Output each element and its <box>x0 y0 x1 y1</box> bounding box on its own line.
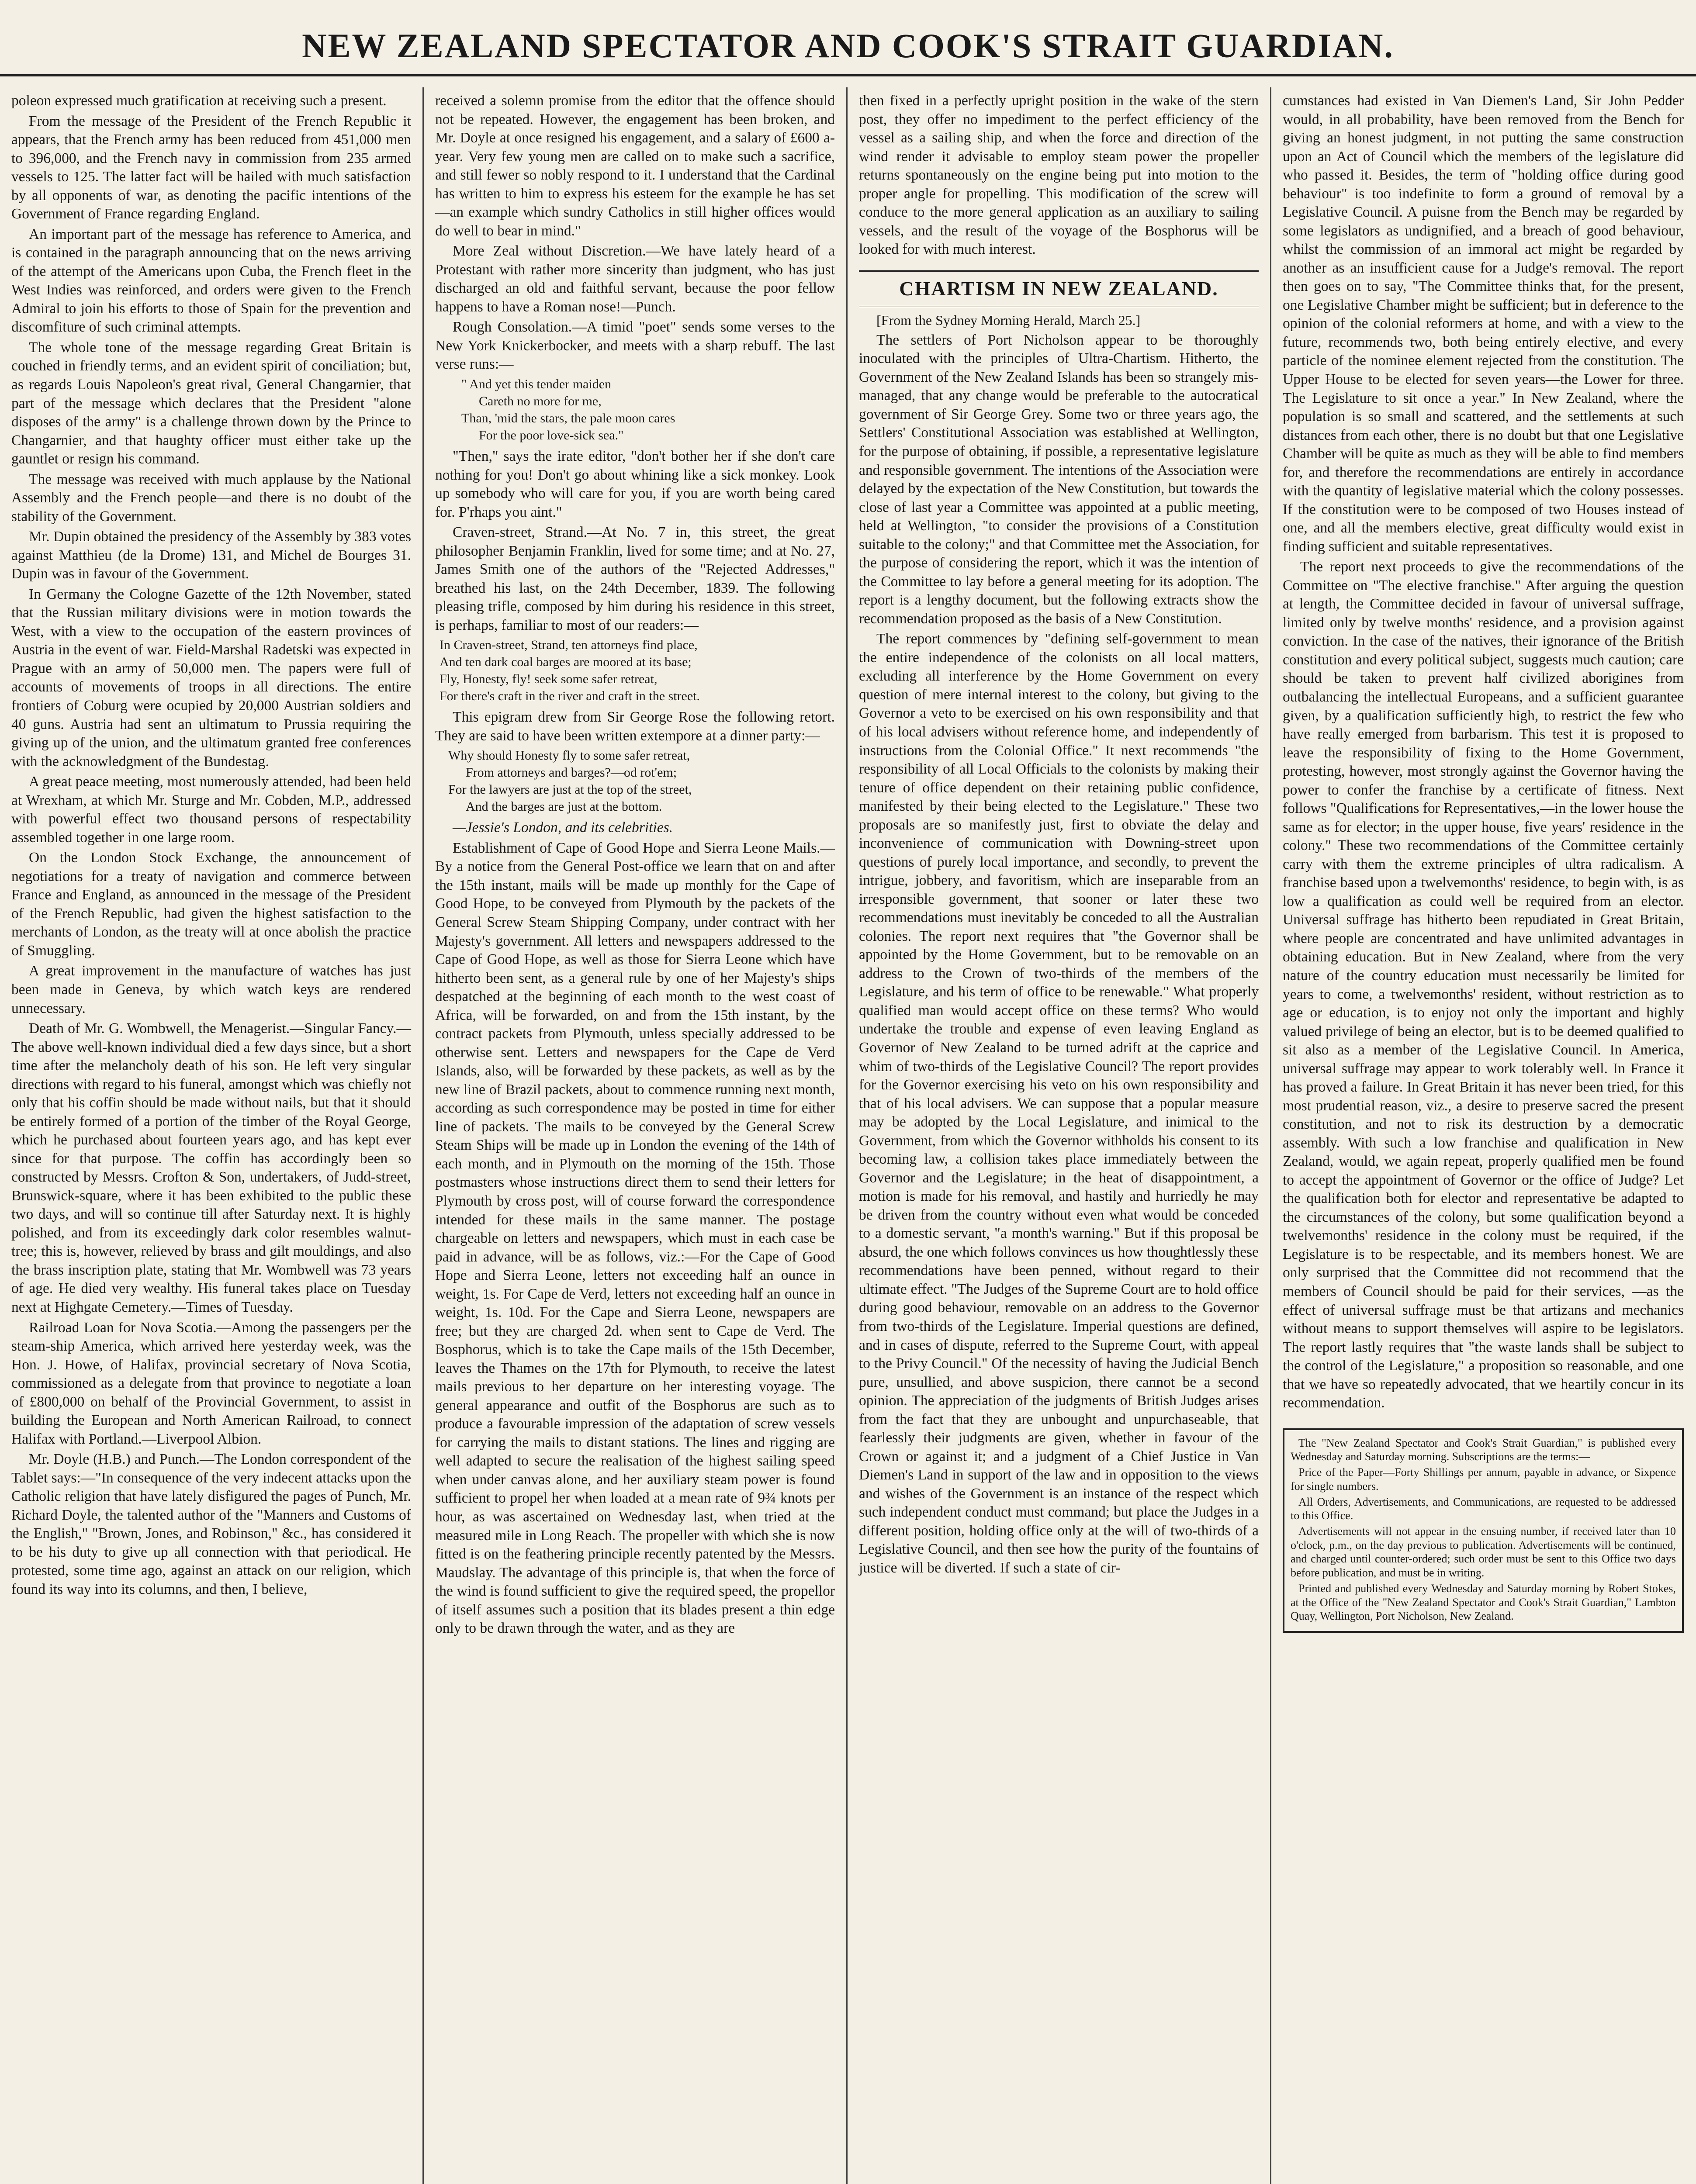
paragraph: then fixed in a perfectly upright position in the wake of the stern post, they offer no impediment to the perfect efficiency of the vessel as a sailing ship, and when the force and direction of the wind render it advisable to employ steam power the propeller returns spontaneously on the engine being put into motion to the proper angle for propelling. This modification of the screw will conduce to the more general application as an auxiliary to sailing vessels, and the result of the voyage of the Bosphorus will be looked for with much interest. <box>859 93 1259 258</box>
verse-line: Than, 'mid the stars, the pale moon cares <box>461 411 675 425</box>
paragraph: cumstances had existed in Van Diemen's Land, Sir John Pedder would, in all probability, have been removed from the Bench for giving an honest judgment, in not putting the same construction upon an Act of Council which the members of the legislature did who passed it. Besides, the term of "holding office during good behaviour" is too indefinite to form a ground of removal by a Legislative Council. A puisne from the Bench may be regarded by some legislators as undignified, and a breach of good behaviour, whilst the commission of an immoral act might be regarded by another as an insufficient cause for a Judge's removal. The report then goes on to say, "The Committee thinks that, for the present, one Legislative Chamber might be sufficient; but in deference to the opinion of the colonial reformers at home, and with a view to the future, recommends two, both being entirely elective, and every particle of the nominee element rejected from the constitution. The Upper House to be elected for seven years—the Lower for three. The Legislature to sit once a year." In New Zealand, where the population is so small and scattered, and the settlements at such distances from each other, there is no doubt but that one Legislative Chamber will be quite as much as they will be able to find members for, and therefore the recommendations are entirely in accordance with the quantity of legislative material which the colony possesses. If the constitution were to be composed of two Houses instead of one, and all the members elective, great difficulty would exist in finding sufficient and suitable representatives. <box>1283 93 1684 555</box>
paragraph: The message was received with much applause by the National Assembly and the French people—and there is no doubt of the stability of the Government. <box>11 471 411 525</box>
paragraph: From the message of the President of the French Republic it appears, that the French army has been reduced from 451,000 men to 396,000, and the French navy in commission from 235 armed vessels to 125. The latter fact will be hailed with much satisfaction by all opponents of war, as denoting the pacific intentions of the Government of France regarding England. <box>11 113 411 222</box>
masthead-rule <box>0 74 1696 76</box>
verse-line: Why should Honesty fly to some safer retreat, <box>448 748 690 763</box>
paragraph: "Then," says the irate editor, "don't bother her if she don't care nothing for you! Don't go about whining like a sick monkey. Look up somebody who will care for you, if you are worth being cared for. P'rhaps you aint." <box>435 448 835 520</box>
paragraph: More Zeal without Discretion.—We have lately heard of a Protestant with rather more sincerity than judgment, who has just discharged an old and faithful servant, because the poor fellow happens to have a Roman nose!—Punch. <box>435 243 835 315</box>
verse-line: For the poor love-sick sea." <box>479 428 624 442</box>
paragraph: This epigram drew from Sir George Rose the following retort. They are said to have been written extempore at a dinner party:— <box>435 709 835 744</box>
notice-line: Printed and published every Wednesday and Saturday morning by Robert Stokes, at the Office of the "New Zealand Spectator and Cook's Strait Guardian," Lambton Quay, Wellington, Port Nicholson, New Zealand. <box>1291 1582 1676 1623</box>
paragraph: poleon expressed much gratification at receiving such a present. <box>11 93 387 109</box>
section-heading: CHARTISM IN NEW ZEALAND. <box>859 270 1259 307</box>
paragraph: In Germany the Cologne Gazette of the 12th November, stated that the Russian military divisions were in motion towards the West, with a view to the occupation of the eastern provinces of Austria in the event of war. Field-Marshal Radetski was expected in Prague with an army of 50,000 men. The papers were full of accounts of movements of troops in all directions. The entire frontiers of Coburg were ocupied by 20,000 Austrian soldiers and 40 guns. Austria had sent an ultimatum to Prussia requiring the giving up of the union, and the ultimatum granted free conferences with the acknowledgment of the Bundestag. <box>11 586 411 770</box>
paragraph: Mr. Dupin obtained the presidency of the Assembly by 383 votes against Matthieu (de la Drome) 131, and Michel de Bourges 31. Dupin was in favour of the Government. <box>11 529 411 582</box>
paragraph: received a solemn promise from the editor that the offence should not be repeated. However, the engagement has been broken, and Mr. Doyle at once resigned his engagement, and a salary of £600 a-year. Very few young men are called on to make such a sacrifice, and still fewer so nobly respond to it. I understand that the Cardinal has written to him to express his esteem for the example he has set—an example which sundry Catholics in still higher offices would do well to bear in mind." <box>435 93 835 239</box>
paragraph: Death of Mr. G. Wombwell, the Menagerist.—Singular Fancy.—The above well-known individual died a few days since, but a short time after the melancholy death of his son. He left very singular directions with regard to his funeral, amongst which was chiefly not only that his coffin should be made without nails, but that it should be entirely formed of a portion of the timber of the Royal George, which he purchased about fourteen years ago, and has kept ever since for that purpose. The coffin has accordingly been so constructed by Messrs. Crofton & Son, undertakers, of Judd-street, Brunswick-square, where it has been exhibited to the public these two days, and will so continue till after Saturday next. It is highly polished, and from its exceedingly dark color resembles walnut-tree; this is, however, relieved by brass and gilt mouldings, and also the brass inscription plate, stating that Mr. Wombwell was 73 years of age. He died very wealthy. His funeral takes place on Tuesday next at Highgate Cemetery.—Times of Tuesday. <box>11 1020 411 1315</box>
verse-line: And ten dark coal barges are moored at its base; <box>440 655 692 670</box>
notice-line: Advertisements will not appear in the ensuing number, if received later than 10 o'clock, p.m., on the day previous to publication. Advertisements will be continued, and charged until counter-ordered; such order must be sent to this Office two days before publication, and must be in writing. <box>1291 1525 1676 1579</box>
column-3 <box>848 87 1271 2184</box>
verse-line: In Craven-street, Strand, ten attorneys find place, <box>440 638 698 653</box>
paragraph: The report next proceeds to give the recommendations of the Committee on "The elective franchise." After arguing the question at length, the Committee decided in favour of universal suffrage, limited only by twelve months' residence, and a provision against conviction. In the case of the natives, their ignorance of the British constitution and every political subject, suggests much caution; care should be taken to prevent half civilized aborigines from outbalancing the intellectual Europeans, and a sufficient guarantee given, by a qualification sufficiently high, to restrict the few who have really emerged from barbarism. This test it is proposed to leave the responsibility of fixing to the Home Government, protesting, however, most strongly against the Governor having the power to confer the franchise by a certificate of fitness. Next follows "Qualifications for Representatives,—in the lower house the same as for elector; in the upper house, five years' residence in the colony." These two recommendations of the Committee certainly carry with them the extreme principles of ultra radicalism. A franchise based upon a twelvemonths' residence, to begin with, is as low a qualification as could well be required from an elector. Universal suffrage has hitherto been repudiated in Great Britain, where people are concentrated and have unlimited advantages in obtaining education. But in New Zealand, where from the very nature of the country education must necessarily be limited for years to come, a twelvemonths' resident, without restriction as to age or education, is to enjoy not only the important and highly valued privilege of being an elector, but is to be deemed qualified to sit also as a member of the Legislative Council. In America, universal suffrage may appear to work tolerably well. In France it has proved a failure. In Great Britain it has never been tried, for this most prudential reason, viz., a desire to preserve sacred the present constitution, and not to risk its destruction by a democratic assembly. With such a low franchise and qualification in New Zealand, would, we again repeat, properly qualified men be found to accept the appointment of Governor or the office of Judge? Let the qualification both for elector and representative be adapted to the circumstances of the colony, but some qualification beyond a twelvemonths' residence in the colony must be required, if the Legislature is to be respectable, and its members honest. We are only surprised that the Committee did not recommend that the members of Council should be paid for their services, —as the effect of universal suffrage must be that artizans and mechanics without means to support themselves will aspire to be legislators. The report lastly requires that "the waste lands shall be subject to the control of the Legislature," a proposition so reasonable, and one that we have so repeatedly advocated, that we heartily concur in its recommendation. <box>1283 559 1684 1411</box>
paragraph: An important part of the message has reference to America, and is contained in the paragraph announcing that on the news arriving of the attempt of the Americans upon Cuba, the French fleet in the West Indies was reinforced, and orders were given to the French Admiral to join his efforts to those of Spain for the prevention and discomfiture of such criminal attempts. <box>11 226 411 335</box>
paragraph: A great peace meeting, most numerously attended, had been held at Wrexham, at which Mr. Sturge and Mr. Cobden, M.P., addressed with powerful effect two thousand persons of respectability assembled together in one large room. <box>11 774 411 846</box>
paragraph: Rough Consolation.—A timid "poet" sends some verses to the New York Knickerbocker, and meets with a sharp rebuff. The last verse runs:— <box>435 319 835 373</box>
paragraph: On the London Stock Exchange, the announcement of negotiations for a treaty of navigation and commerce between France and England, as announced in the message of the President of the French Republic, had given the highest satisfaction to the merchants of London, as the treaty will at once abolish the practice of Smuggling. <box>11 850 411 959</box>
section-source: [From the Sydney Morning Herald, March 25.] <box>876 312 1141 328</box>
verse-line: For the lawyers are just at the top of the street, <box>448 782 692 797</box>
paragraph: Craven-street, Strand.—At No. 7 in, this street, the great philosopher Benjamin Franklin, lived for some time; and at No. 27, James Smith one of the authors of the "Rejected Addresses," breathed his last, on the 24th December, 1839. The following pleasing trifle, composed by him during his residence in this street, is perhaps, familiar to most of our readers:— <box>435 524 835 633</box>
publication-notice <box>1283 1428 1684 1633</box>
masthead-title: NEW ZEALAND SPECTATOR AND COOK'S STRAIT GUARDIAN. <box>302 27 1394 65</box>
column-1 <box>0 87 424 2184</box>
paragraph: Railroad Loan for Nova Scotia.—Among the passengers per the steam-ship America, which arrived here yesterday week, was the Hon. J. Howe, of Halifax, provincial secretary of Nova Scotia, commissioned as a delegate from that province to negotiate a loan of £800,000 on behalf of the Provincial Government, to assist in building the European and North American Railroad, to connect Halifax with Portland.—Liverpool Albion. <box>11 1319 411 1447</box>
verse-line: Careth no more for me, <box>479 394 602 408</box>
paragraph: The report commences by "defining self-government to mean the entire independence of the colonists on all local matters, excluding all interference by the Home Government on every question of mere internal interest to the colony, but giving to the Governor a veto to be exercised on his own responsibility and that of his local advisers without reference home, and independently of instructions from the Colonial Office." It next recommends "the responsibility of all Local Officials to the colonists by making their tenure of office dependent on their retaining public confidence, manifested by their being elected to the Legislature." These two proposals are so manifestly just, first to obviate the delay and inconvenience of communication with Downing-street upon questions of purely local importance, and secondly, to prevent the intrigue, jobbery, and favoritism, which are inseparable from an irresponsible government, that sooner or later these two recommendations must inevitably be conceded to all the Australian colonies. The report next requires that "the Governor shall be appointed by the Home Government, but to be removable on an address to the Crown of two-thirds of the members of the Legislature, and his term of office to be renewable." What properly qualified man would accept office on these terms? Who would undertake the trouble and expense of even leaving England as Governor of New Zealand to be turned adrift at the caprice and whim of two-thirds of the Legislative Council? The report provides for the Governor exercising his veto on his own responsibility and that of his local advisers. We can suppose that a popular measure may be adopted by the Local Legislature, and inimical to the Government, from which the Governor withholds his consent to its becoming law, a collision takes place immediately between the Governor and the Legislature; in the heat of disappointment, a motion is made for his removal, and hastily and hurriedly he may be driven from the country without even what would be conceded to a domestic servant, "a month's warning." But if this proposal be absurd, the one which follows convinces us how thoughtlessly these recommendations have been penned, without regard to their ultimate effect. "The Judges of the Supreme Court are to hold office during good behaviour, removable on an address to the Governor from two-thirds of the Legislature. Imperial questions are defined, and in cases of dispute, referred to the Supreme Court, with appeal to the Privy Council." Of the necessity of having the Judicial Bench pure, unsullied, and above suspicion, there cannot be a second opinion. The appreciation of the judgments of British Judges arises from the fact that they are unbought and unpurchaseable, that fearlessly their judgments are given, whether in favour of the Crown or against it; and a judgment of a Chief Justice in Van Diemen's Land in support of the law and in opposition to the views and wishes of the Government is an instance of the respect which such independent conduct must command; but place the Judges in a different position, holding office only at the will of two-thirds of a Legislative Council, and then see how the purity of the fountains of justice will be diverted. If such a state of cir- <box>859 631 1259 1576</box>
notice-line: Price of the Paper—Forty Shillings per annum, payable in advance, or Sixpence for single numbers. <box>1291 1466 1676 1493</box>
column-2 <box>424 87 848 2184</box>
paragraph: The settlers of Port Nicholson appear to be thoroughly inoculated with the principles of Ultra-Chartism. Hitherto, the Government of the New Zealand Islands has been so strangely mis-managed, that any change would be preferable to the autocratical government of Sir George Grey. Some two or three years ago, the Settlers' Constitutional Association was established at Wellington, for the purpose of obtaining, if possible, a representative legislature and responsible government. The intentions of the Association were delayed by the expectation of the New Constitution, but towards the close of last year a Committee was appointed at a public meeting, held at Wellington, "to consider the provisions of a Constitution suitable to the colony;" and that Committee met the Association, for the purpose of considering the report, which it was the intention of the Committee to lay before a general meeting for its adoption. The report is a lengthy document, but the following extracts show the recommendation proposed as the basis of a New Constitution. <box>859 332 1259 627</box>
verse-block <box>440 636 835 705</box>
verse-line: " And yet this tender maiden <box>461 377 612 391</box>
verse-line: And the barges are just at the bottom. <box>466 799 662 814</box>
verse-block <box>448 747 835 815</box>
verse-line: For there's craft in the river and craft in the street. <box>440 689 700 704</box>
paragraph: A great improvement in the manufacture of watches has just been made in Geneva, by which watch keys are rendered unnecessary. <box>11 963 411 1016</box>
verse-block <box>461 376 835 444</box>
paragraph: —Jessie's London, and its celebrities. <box>453 819 673 836</box>
notice-line: All Orders, Advertisements, and Communications, are requested to be addressed to this Office. <box>1291 1495 1676 1522</box>
paragraph: The whole tone of the message regarding Great Britain is couched in friendly terms, and an evident spirit of conciliation; but, as regards Louis Napoleon's great rival, General Changarnier, that part of the message which declares that the President "alone disposes of the army" is a challenge thrown down by the Prince to Changarnier, and that haughty officer must either take up the gauntlet or resign his command. <box>11 339 411 467</box>
paragraph: Mr. Doyle (H.B.) and Punch.—The London correspondent of the Tablet says:—"In consequence of the very indecent attacks upon the Catholic religion that have lately disfigured the pages of Punch, Mr. Richard Doyle, the talented author of the "Manners and Customs of the English," "Brown, Jones, and Robinson," &c., has considered it to be his duty to give up all connection with that periodical. He protested, some time ago, against an attack on our religion, which found its way into its columns, and then, I believe, <box>11 1451 411 1597</box>
columns <box>0 87 1696 2184</box>
verse-line: Fly, Honesty, fly! seek some safer retreat, <box>440 672 658 687</box>
column-4 <box>1271 87 1695 2184</box>
paragraph: Establishment of Cape of Good Hope and Sierra Leone Mails.—By a notice from the General Post-office we learn that on and after the 15th instant, mails will be made up monthly for the Cape of Good Hope, to be conveyed from Plymouth by the packets of the General Screw Steam Shipping Company, under contract with her Majesty's government. All letters and newspapers addressed to the Cape of Good Hope, as well as those for Sierra Leone which have hitherto been sent, as a general rule by one of her Majesty's ships despatched at the beginning of each month to the west coast of Africa, will be forwarded, on and from the 15th instant, by the contract packets from Plymouth, unless specially addressed to be otherwise sent. Letters and newspapers for the Cape de Verd Islands, also, will be forwarded by these packets, as well as by the new line of Brazil packets, about to commence running next month, according as such correspondence may be posted in time for either line of packets. The mails to be conveyed by the General Screw Steam Ships will be made up in London the evening of the 14th of each month, and in Plymouth on the morning of the 15th. Those postmasters whose instructions direct them to send their letters for Plymouth by cross post, will of course forward the correspondence intended for these mails in the same manner. The postage chargeable on letters and newspapers, which must in each case be paid in advance, will be as follows, viz.:—For the Cape of Good Hope and Sierra Leone, letters not exceeding half an ounce in weight, 1s. For Cape de Verd, letters not exceeding half an ounce in weight, 1s. 10d. For the Cape and Sierra Leone, newspapers are free; but they are charged 2d. when sent to Cape de Verd. The Bosphorus, which is to take the Cape mails of the 15th December, leaves the Thames on the 17th for Plymouth, to receive the latest mails previous to her departure on her interesting voyage. The general appearance and outfit of the Bosphorus are such as to produce a favourable impression of the adaptation of screw vessels for carrying the mails to distant stations. The lines and rigging are well adapted to secure the realisation of the highest sailing speed when under canvas alone, and her auxiliary steam power is found sufficient to propel her when loaded at a mean rate of 9¾ knots per hour, as was ascertained on Wednesday last, when tried at the measured mile in Long Reach. The propeller with which she is now fitted is on the feathering principle recently patented by the Messrs. Maudslay. The advantage of this principle is, that when the force of the wind is found sufficient to give the required speed, the propellor of itself assumes such a position that its blades present a thin edge only to be drawn through the water, and as they are <box>435 840 835 1637</box>
notice-line: The "New Zealand Spectator and Cook's Strait Guardian," is published every Wednesday and Saturday morning. Subscriptions are the terms:— <box>1291 1436 1676 1463</box>
verse-line: From attorneys and barges?—od rot'em; <box>466 765 677 780</box>
